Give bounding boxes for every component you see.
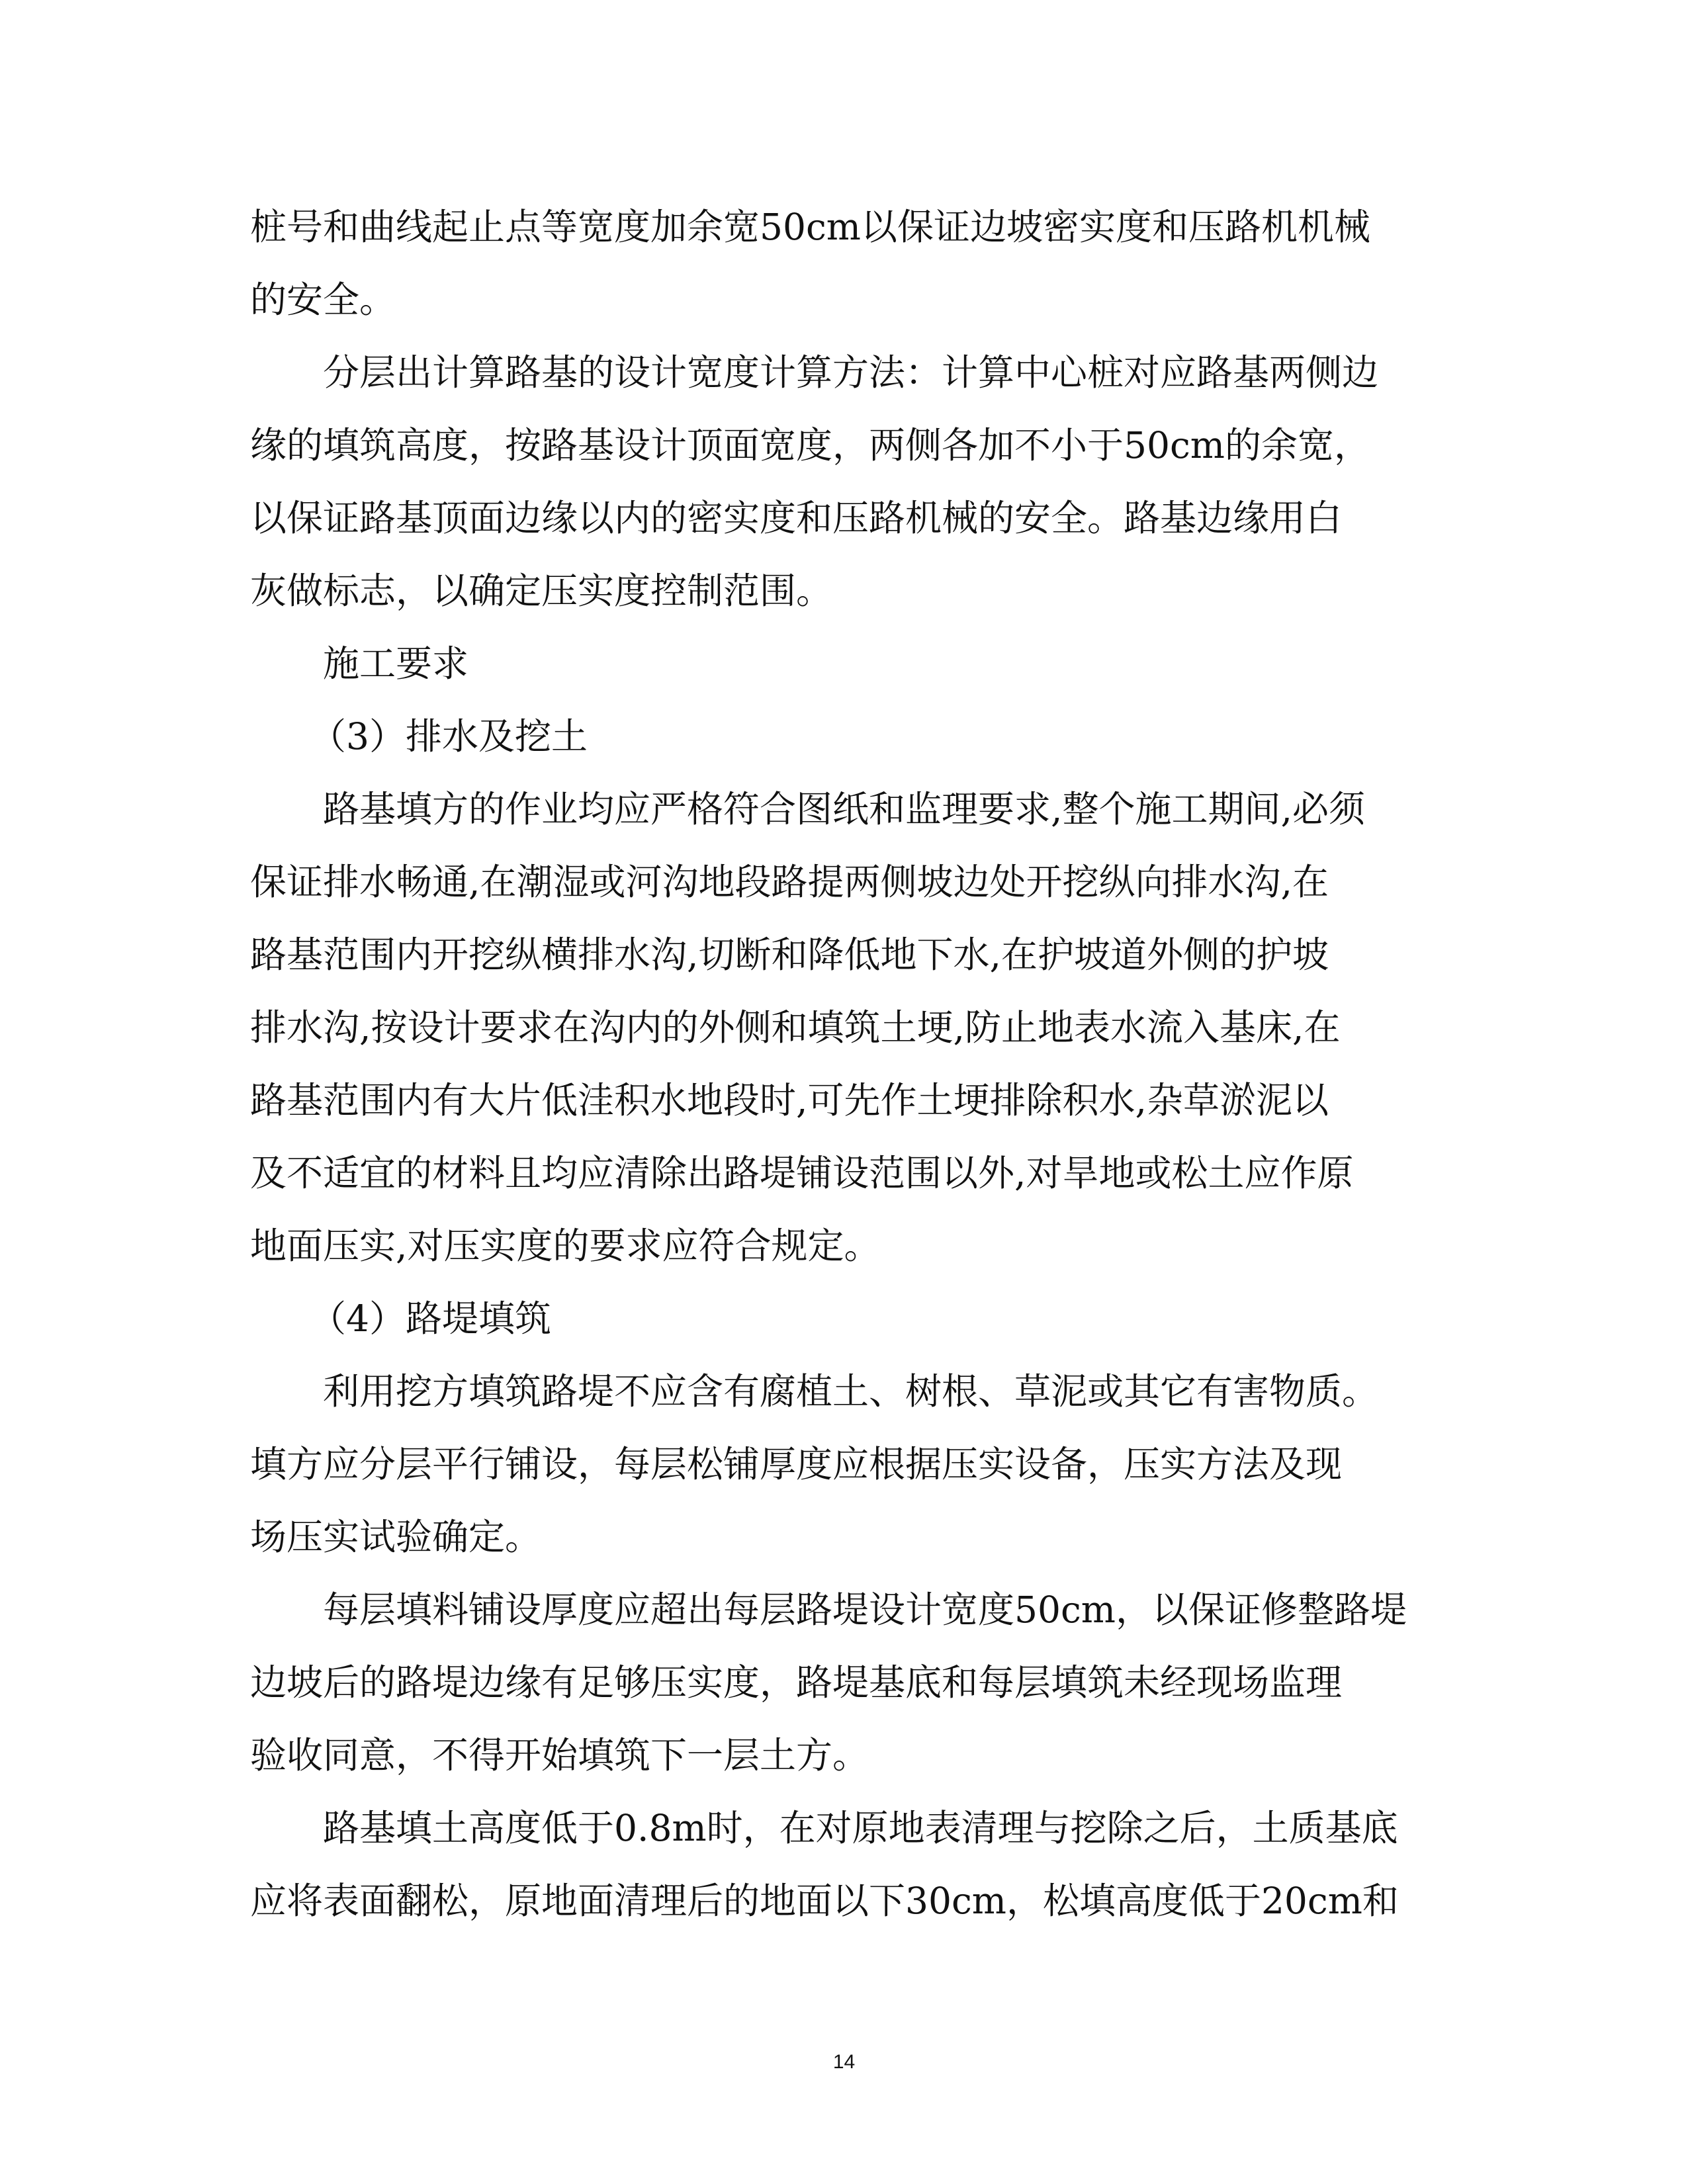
text-line: 及不适宜的材料且均应清除出路堤铺设范围以外,对旱地或松土应作原 — [250, 1152, 1354, 1194]
text-line: 路基范围内有大片低洼积水地段时,可先作土埂排除积水,杂草淤泥以 — [250, 1079, 1329, 1121]
body-text — [250, 191, 1441, 1937]
text-line: 路基填方的作业均应严格符合图纸和监理要求,整个施工期间,必须 — [323, 788, 1365, 830]
text-line: 桩号和曲线起止点等宽度加余宽50cm以保证边坡密实度和压路机机械 — [250, 206, 1370, 248]
text-line: 排水沟,按设计要求在沟内的外侧和填筑土埂,防止地表水流入基床,在 — [250, 1006, 1341, 1049]
text-line: 分层出计算路基的设计宽度计算方法：计算中心桩对应路基两侧边 — [323, 351, 1379, 394]
text-line: 边坡后的路堤边缘有足够压实度，路堤基底和每层填筑未经现场监理 — [250, 1661, 1343, 1704]
page-number: 14 — [832, 2051, 856, 2073]
text-line: 保证排水畅通,在潮湿或河沟地段路提两侧坡边处开挖纵向排水沟,在 — [250, 861, 1329, 903]
text-line: 灰做标志，以确定压实度控制范围。 — [250, 570, 833, 612]
text-line: 地面压实,对压实度的要求应符合规定。 — [250, 1225, 881, 1267]
subsection-heading: （4）路堤填筑 — [310, 1297, 551, 1340]
text-line: 验收同意，不得开始填筑下一层土方。 — [250, 1734, 869, 1776]
text-line: 利用挖方填筑路堤不应含有腐植土、树根、草泥或其它有害物质。 — [323, 1370, 1379, 1413]
text-line: 的安全。 — [250, 279, 396, 321]
text-line: 以保证路基顶面边缘以内的密实度和压路机械的安全。路基边缘用白 — [250, 497, 1343, 539]
text-line: 应将表面翻松，原地面清理后的地面以下30cm，松填高度低于20cm和 — [250, 1880, 1399, 1922]
text-line: 每层填料铺设厚度应超出每层路堤设计宽度50cm，以保证修整路堤 — [323, 1589, 1407, 1631]
section-heading: 施工要求 — [323, 642, 469, 685]
text-line: 填方应分层平行铺设，每层松铺厚度应根据压实设备，压实方法及现 — [250, 1443, 1343, 1485]
text-line: 缘的填筑高度，按路基设计顶面宽度，两侧各加不小于50cm的余宽， — [250, 424, 1370, 466]
subsection-heading: （3）排水及挖土 — [310, 715, 588, 758]
text-line: 场压实试验确定。 — [250, 1516, 542, 1558]
text-line: 路基填土高度低于0.8m时，在对原地表清理与挖除之后，土质基底 — [323, 1807, 1398, 1849]
text-line: 路基范围内开挖纵横排水沟,切断和降低地下水,在护坡道外侧的护坡 — [250, 934, 1329, 976]
